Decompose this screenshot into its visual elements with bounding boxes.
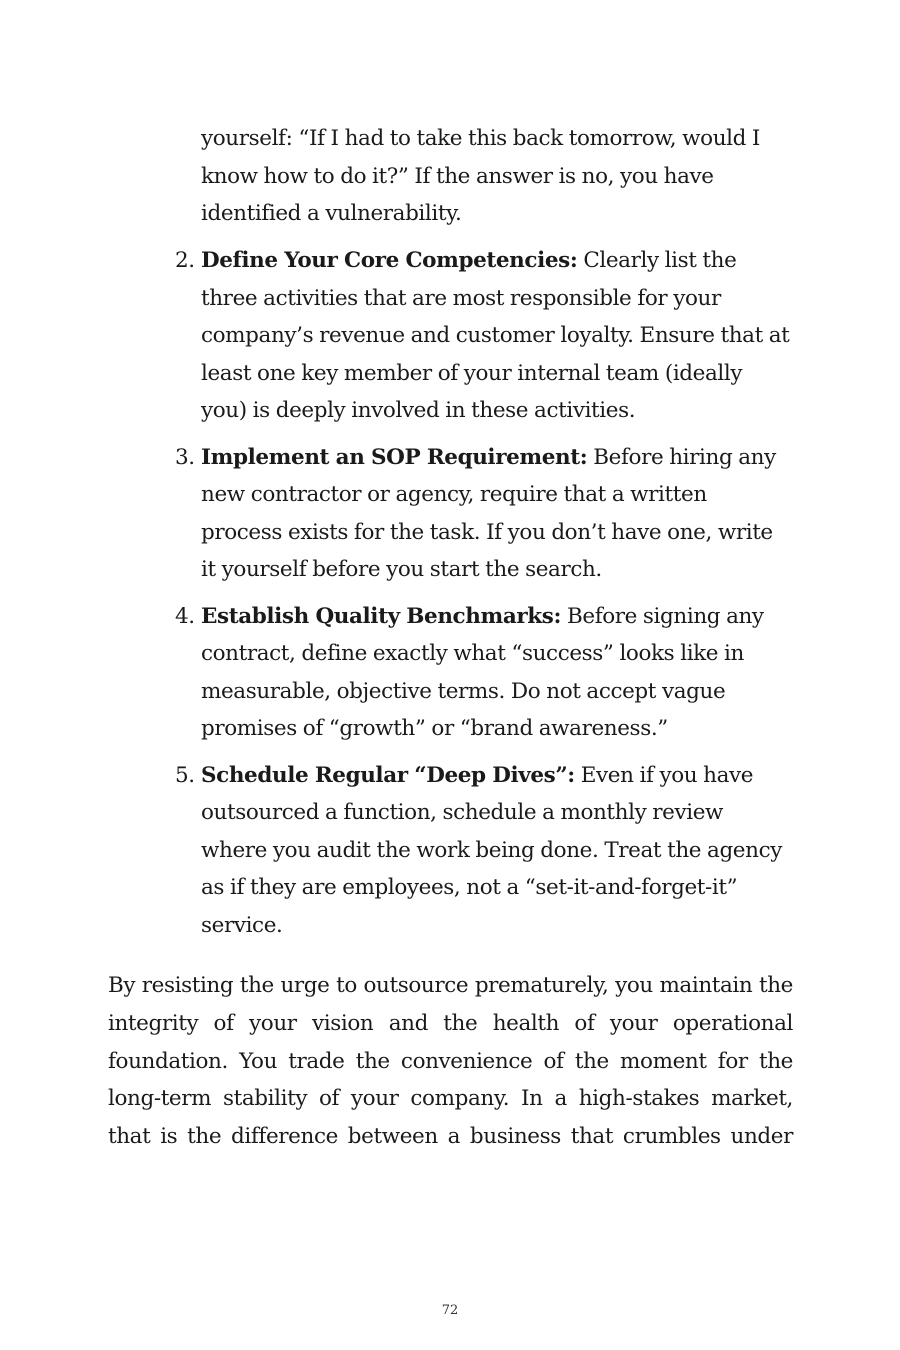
list-item-body: Before signing any contract, define exactly what “success” looks like in measurable, objective terms. Do not accept vague promises of “growth” or “brand awareness.”	[201, 603, 764, 741]
list-item-body: Even if you have outsourced a function, schedule a monthly review where you audit the work being done. Treat the agency as if they are employees, not a “set-it-and-forget-it” service.	[201, 762, 782, 938]
list-item-title: Schedule Regular “Deep Dives”:	[201, 762, 575, 788]
list-item-step-3	[175, 439, 791, 589]
conclusion-paragraph: By resisting the urge to outsource prematurely, you maintain the integrity of your vision and the health of your operational foundation. You trade the convenience of the moment for the long-term stability of your company. In a high-stakes market, that is the difference between a business that crumbles under	[108, 973, 793, 1150]
list-item-number: 2.	[175, 248, 195, 273]
list-item-step-4	[175, 598, 791, 748]
list-item-title: Implement an SOP Requirement:	[201, 444, 588, 470]
list-item-number: 3.	[175, 444, 195, 470]
page-number: 72	[441, 1303, 459, 1318]
list-item-number: 4.	[175, 603, 195, 629]
action-steps-list	[175, 242, 791, 953]
list-item-step-2	[175, 242, 791, 430]
list-item-title: Define Your Core Competencies:	[201, 248, 578, 273]
list-item-body: Before hiring any new contractor or agency, require that a written process exists for the task. If you don’t have one, write it yourself before you start the search.	[201, 444, 776, 582]
list-item-continuation: yourself: “If I had to take this back tomorrow, would I know how to do it?” If the answer is no, you have identified a vulnerability.	[201, 126, 761, 226]
list-item-title: Establish Quality Benchmarks:	[201, 603, 562, 629]
list-item-step-5	[175, 757, 791, 945]
list-item-number: 5.	[175, 762, 195, 788]
list-item-body: Clearly list the three activities that are most responsible for your company’s revenue and customer loyalty. Ensure that at least one key member of your internal team (ideally you) is deeply involved in these activities.	[201, 248, 790, 423]
